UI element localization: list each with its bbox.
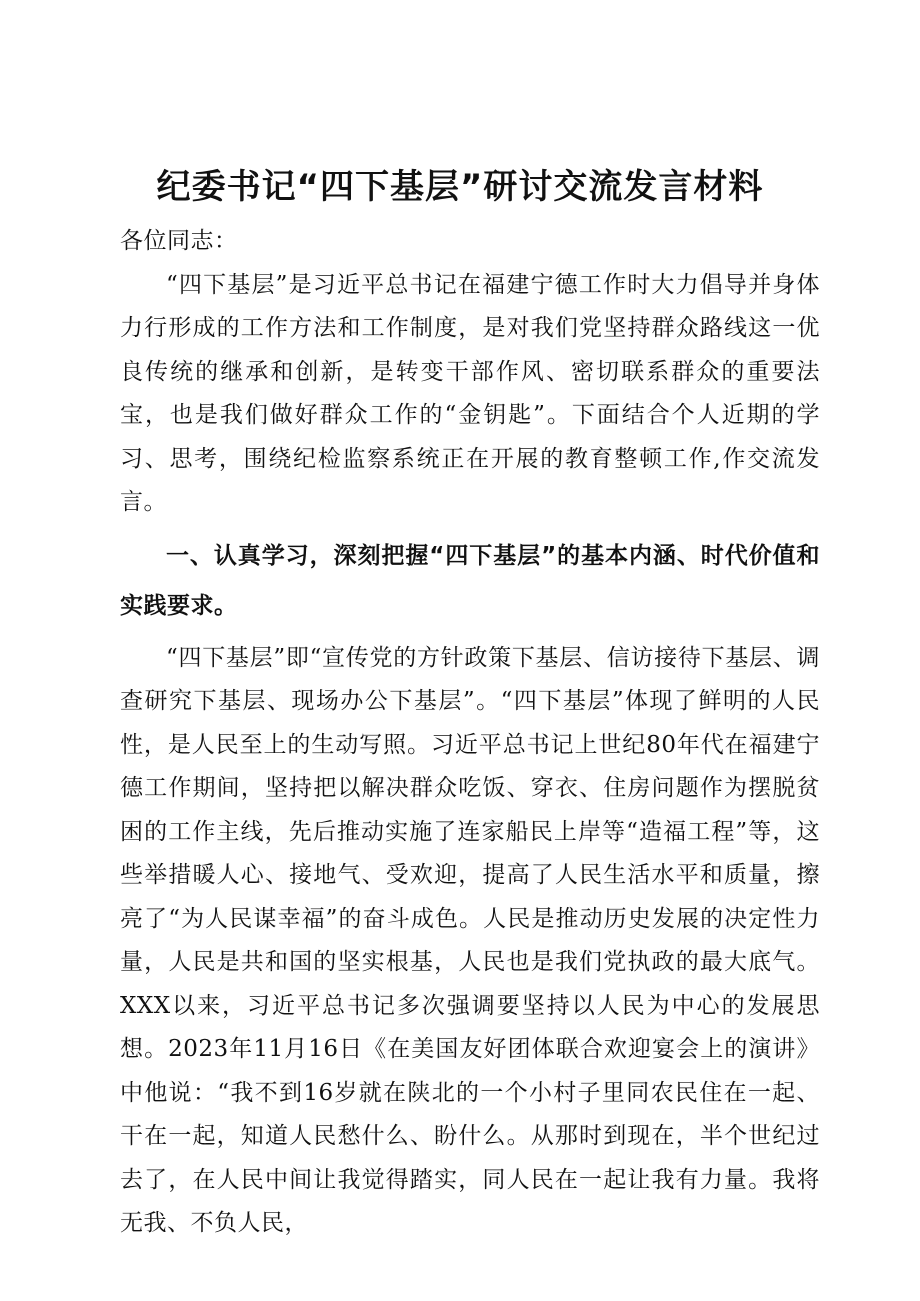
section-paragraph: “四下基层”即“宣传党的方针政策下基层、信访接待下基层、调查研究下基层、现场办公下基层”。“四下基层”体现了鲜明的人民性，是人民至上的生动写照。习近平总书记上世纪80年代在福建宁德工作期间，坚持把以解决群众吃饭、穿衣、住房问题作为摆脱贫困的工作主线，先后推动实施了连家船民上岸等“造福工程”等，这些举措暖人心、接地气、受欢迎，提高了人民生活水平和质量，擦亮了“为人民谋幸福”的奋斗成色。人民是推动历史发展的决定性力量，人民是共和国的坚实根基，人民也是我们党执政的最大底气。XXX以来，习近平总书记多次强调要坚持以人民为中心的发展思想。2023年11月16日《在美国友好团体联合欢迎宴会上的演讲》中他说：“我不到16岁就在陕北的一个小村子里同农民住在一起、干在一起，知道人民愁什么、盼什么。从那时到现在，半个世纪过去了，在人民中间让我觉得踏实，同人民在一起让我有力量。我将无我、不负人民，: [120, 644, 820, 1236]
intro-paragraph: “四下基层”是习近平总书记在福建宁德工作时大力倡导并身体力行形成的工作方法和工作制度，是对我们党坚持群众路线这一优良传统的继承和创新，是转变干部作风、密切联系群众的重要法宝，也是我们做好群众工作的“金钥匙”。下面结合个人近期的学习、思考，围绕纪检监察系统正在开展的教育整顿工作,作交流发言。: [120, 271, 820, 515]
document-title: 纪委书记“四下基层”研讨交流发言材料: [156, 167, 764, 207]
salutation: 各位同志：: [120, 228, 238, 254]
section-heading: 一、认真学习，深刻把握“四下基层”的基本内涵、时代价值和实践要求。: [120, 542, 820, 619]
document-body: [120, 220, 820, 1246]
